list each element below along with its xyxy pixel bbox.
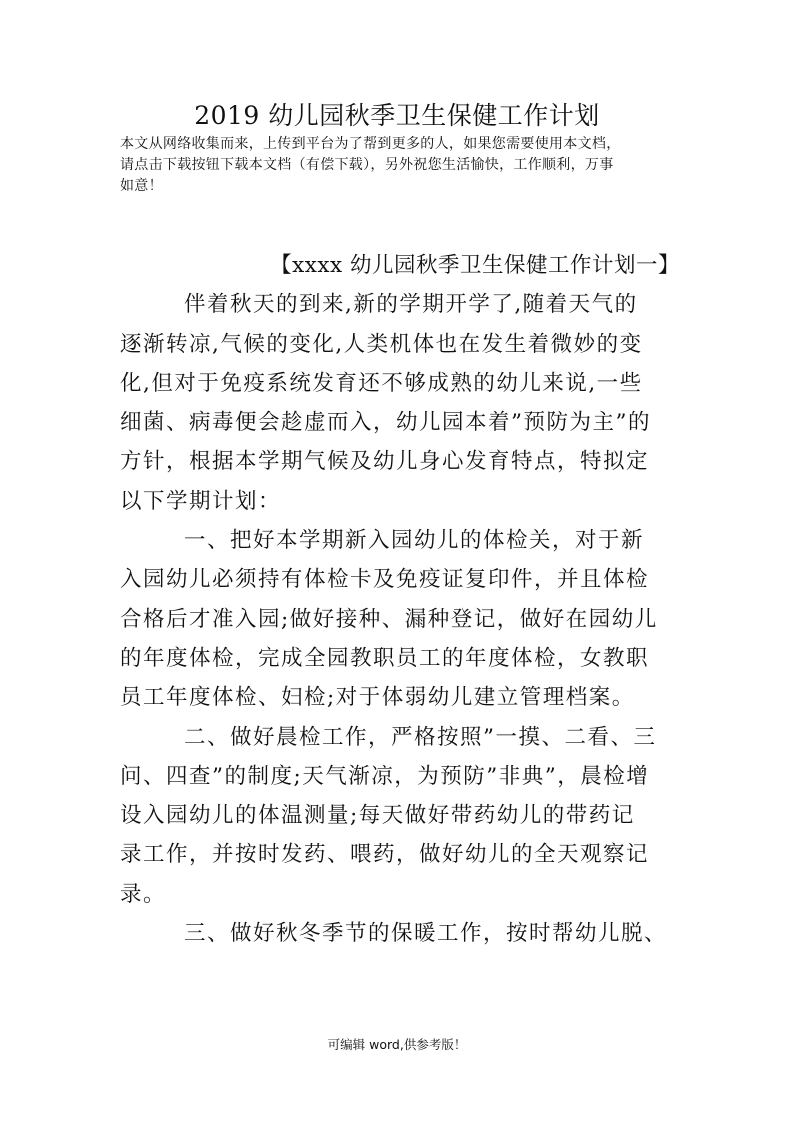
paragraph-line: 三、做好秋冬季节的保暖工作，按时帮幼儿脱、 bbox=[184, 921, 668, 947]
paragraph-line: 化,但对于免疫系统发育还不够成熟的幼儿来说,一些 bbox=[120, 370, 643, 396]
document-title: 2019 幼儿园秋季卫生保健工作计划 bbox=[194, 101, 600, 130]
paragraph-line: 方针，根据本学期气候及幼儿身心发育特点，特拟定 bbox=[120, 449, 650, 475]
notice-line: 请点击下载按钮下载本文档（有偿下载），另外祝您生活愉快，工作顺利，万事 bbox=[120, 157, 614, 173]
paragraph-line: 以下学期计划： bbox=[120, 488, 282, 514]
paragraph-line: 合格后才准入园;做好接种、漏种登记，做好在园幼儿 bbox=[120, 606, 658, 632]
paragraph-line: 的年度体检，完成全园教职员工的年度体检，女教职 bbox=[120, 645, 650, 671]
paragraph-line: 逐渐转凉,气候的变化,人类机体也在发生着微妙的变 bbox=[120, 331, 643, 357]
document-body bbox=[120, 246, 680, 953]
paragraph-line: 问、四查”的制度;天气渐凉，为预防”非典”，晨检增 bbox=[120, 763, 650, 789]
notice-line: 本文从网络收集而来，上传到平台为了帮到更多的人，如果您需要使用本文档， bbox=[120, 136, 621, 152]
paragraph-line: 细菌、病毒便会趁虚而入，幼儿园本着”预防为主”的 bbox=[120, 410, 651, 436]
paragraph-line: 伴着秋天的到来,新的学期开学了,随着天气的 bbox=[184, 292, 638, 318]
page-footer: 可编辑 word,供参考版！ bbox=[327, 1037, 467, 1052]
paragraph-line: 录。 bbox=[120, 881, 167, 907]
paragraph-line: 一、把好本学期新入园幼儿的体检关，对于新 bbox=[184, 528, 645, 554]
paragraph-line: 二、做好晨检工作，严格按照”一摸、二看、三 bbox=[184, 724, 657, 750]
paragraph-line: 录工作，并按时发药、喂药，做好幼儿的全天观察记 bbox=[120, 842, 650, 868]
paragraph-line: 入园幼儿必须持有体检卡及免疫证复印件，并且体检 bbox=[120, 567, 650, 593]
notice-line: 如意！ bbox=[120, 178, 163, 194]
section-heading: 【xxxx 幼儿园秋季卫生保健工作计划一】 bbox=[270, 253, 680, 278]
download-notice bbox=[120, 134, 680, 197]
paragraph-line: 员工年度体检、妇检;对于体弱幼儿建立管理档案。 bbox=[120, 685, 635, 711]
paragraph-line: 设入园幼儿的体温测量;每天做好带药幼儿的带药记 bbox=[120, 803, 635, 829]
